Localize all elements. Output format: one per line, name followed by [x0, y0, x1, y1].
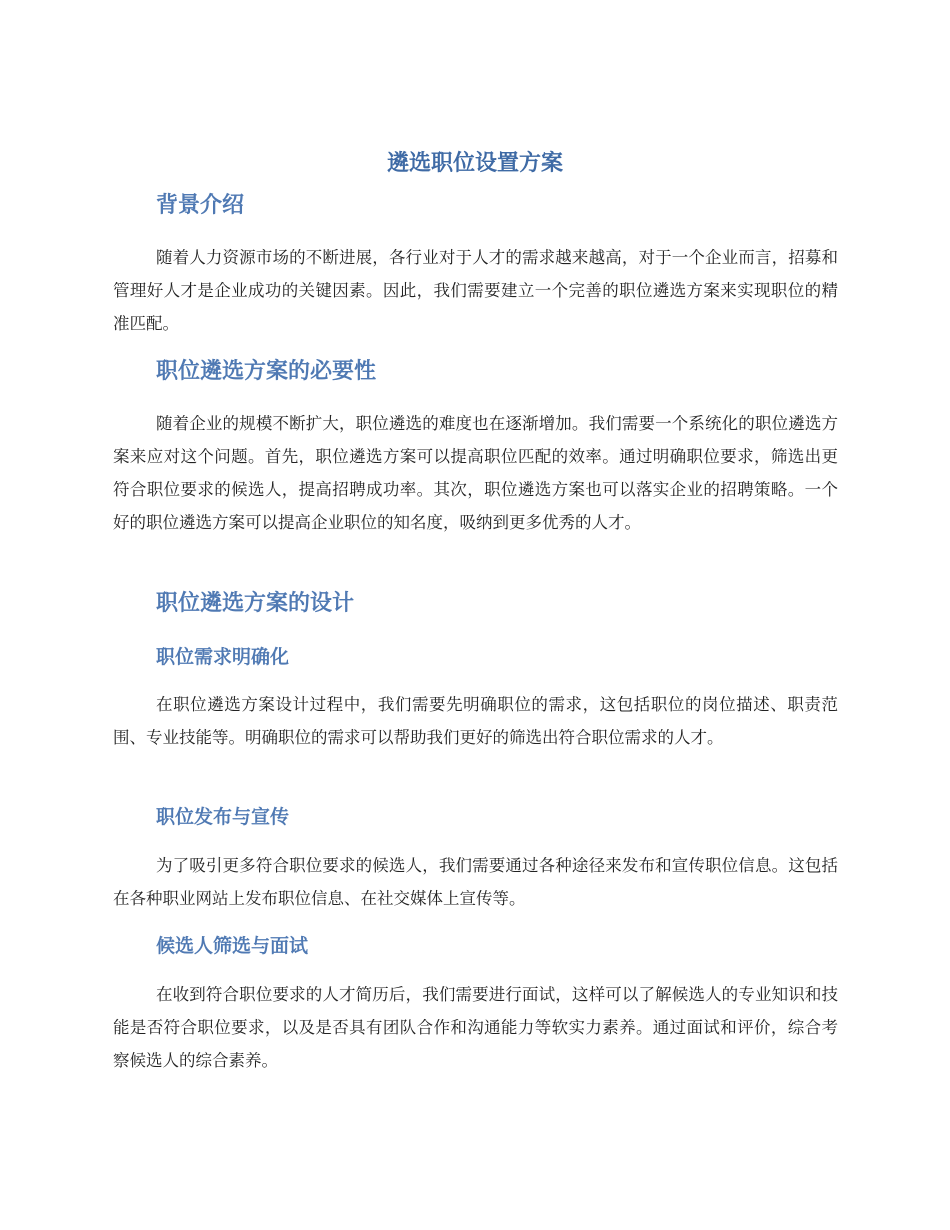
subsection-text-screening: 在收到符合职位要求的人才简历后，我们需要进行面试，这样可以了解候选人的专业知识和技能是否符合职位要求，以及是否具有团队合作和沟通能力等软实力素养。通过面试和评价，综合考察候选人的综合素养。 [113, 985, 838, 1070]
subsection-heading-publishing: 职位发布与宣传 [156, 806, 290, 828]
section-text-necessity: 随着企业的规模不断扩大，职位遴选的难度也在逐渐增加。我们需要一个系统化的职位遴选方案来应对这个问题。首先，职位遴选方案可以提高职位匹配的效率。通过明确职位要求，筛选出更符合职位要求的候选人，提高招聘成功率。其次，职位遴选方案也可以落实企业的招聘策略。一个好的职位遴选方案可以提高企业职位的知名度，吸纳到更多优秀的人才。 [113, 414, 838, 532]
section-heading-necessity: 职位遴选方案的必要性 [156, 359, 377, 384]
subsection-text-requirements: 在职位遴选方案设计过程中，我们需要先明确职位的需求，这包括职位的岗位描述、职责范围、专业技能等。明确职位的需求可以帮助我们更好的筛选出符合职位需求的人才。 [113, 695, 838, 747]
section-text-background: 随着人力资源市场的不断进展，各行业对于人才的需求越来越高，对于一个企业而言，招募和管理好人才是企业成功的关键因素。因此，我们需要建立一个完善的职位遴选方案来实现职位的精准匹配。 [113, 248, 838, 333]
subsection-heading-screening: 候选人筛选与面试 [156, 935, 309, 957]
section-heading-background: 背景介绍 [156, 193, 245, 218]
subsection-heading-requirements: 职位需求明确化 [156, 646, 290, 668]
document-title: 遴选职位设置方案 [386, 151, 563, 176]
section-heading-design: 职位遴选方案的设计 [156, 591, 355, 616]
subsection-text-publishing: 为了吸引更多符合职位要求的候选人，我们需要通过各种途径来发布和宣传职位信息。这包括在各种职业网站上发布职位信息、在社交媒体上宣传等。 [113, 856, 838, 908]
